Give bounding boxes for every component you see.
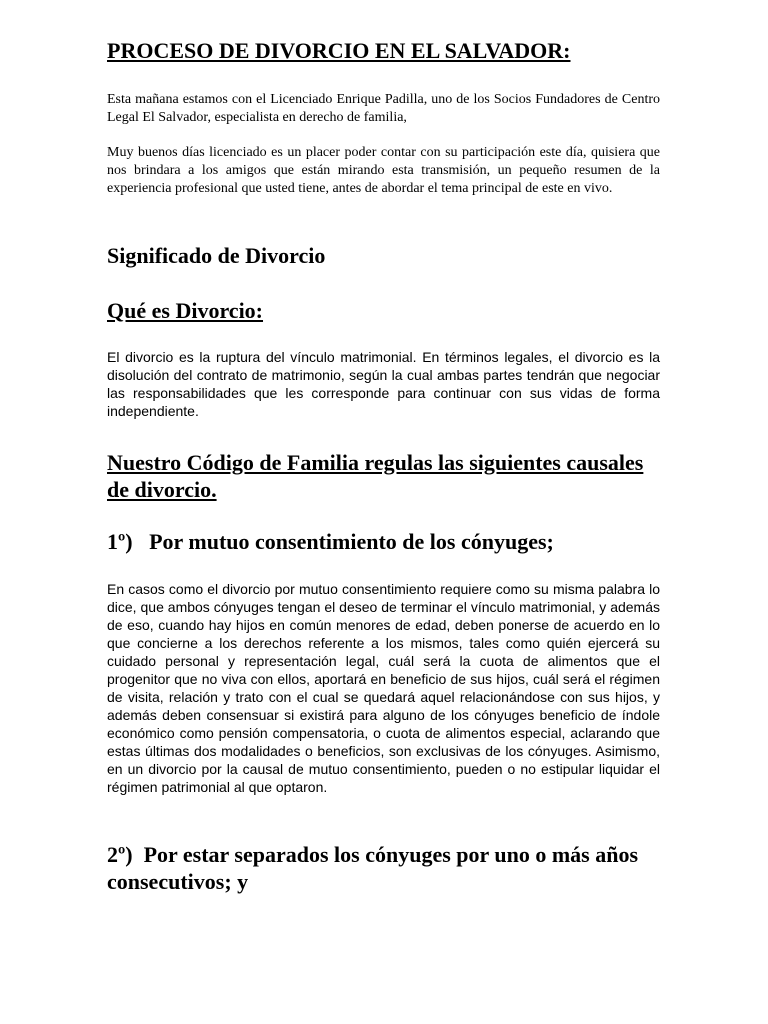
greeting-paragraph: Muy buenos días licenciado es un placer poder contar con su participación este día, quisiera que nos brindara a los amigos que están mirando esta transmisión, un pequeño resumen de la experiencia profesional que usted tiene, antes de abordar el tema principal de este en vivo. xyxy=(107,145,660,196)
heading-significado: Significado de Divorcio xyxy=(107,243,326,268)
cause-1-number: 1º) xyxy=(107,529,133,554)
cause-2-number: 2º) xyxy=(107,842,133,867)
cause-2-heading xyxy=(107,841,660,895)
heading-codigo-familia: Nuestro Código de Familia regulas las siguientes causales de divorcio. xyxy=(107,450,644,502)
heading-que-es: Qué es Divorcio: xyxy=(107,298,264,323)
cause-1-heading xyxy=(107,528,660,555)
definition-paragraph: El divorcio es la ruptura del vínculo matrimonial. En términos legales, el divorcio es la disolución del contrato de matrimonio, según la cual ambas partes tendrán que negociar las responsabilidades que les corresponde para continuar con sus vidas de forma independiente. xyxy=(107,349,660,419)
cause-1-title: Por mutuo consentimiento de los cónyuges; xyxy=(149,529,554,554)
document-title: PROCESO DE DIVORCIO EN EL SALVADOR: xyxy=(107,38,571,63)
cause-2-title: Por estar separados los cónyuges por uno o más años consecutivos; y xyxy=(107,842,639,894)
intro-paragraph: Esta mañana estamos con el Licenciado Enrique Padilla, uno de los Socios Fundadores de Centro Legal El Salvador, especialista en derecho de familia, xyxy=(107,92,660,125)
cause-1-paragraph: En casos como el divorcio por mutuo consentimiento requiere como su misma palabra lo dice, que ambos cónyuges tengan el deseo de terminar el vínculo matrimonial, y además de eso, cuando hay hijos en común menores de edad, deben ponerse de acuerdo en lo que concierne a los derechos referente a los mismos, tales como quién ejercerá su cuidado personal y representación legal, cuál será la cuota de alimentos que el progenitor que no viva con ellos, aportará en beneficio de sus hijos, cuál será el régimen de visita, relación y trato con el cual se quedará aquel relacionándose con sus hijos, y además deben consensuar si existirá para alguno de los cónyuges beneficio de índole económico como pensión compensatoria, o cuota de alimentos especial, aclarando que estas últimas dos modalidades o beneficios, son exclusivas de los cónyuges. Asimismo, en un divorcio por la causal de mutuo consentimiento, pueden o no estipular liquidar el régimen patrimonial al que optaron. xyxy=(107,581,660,795)
